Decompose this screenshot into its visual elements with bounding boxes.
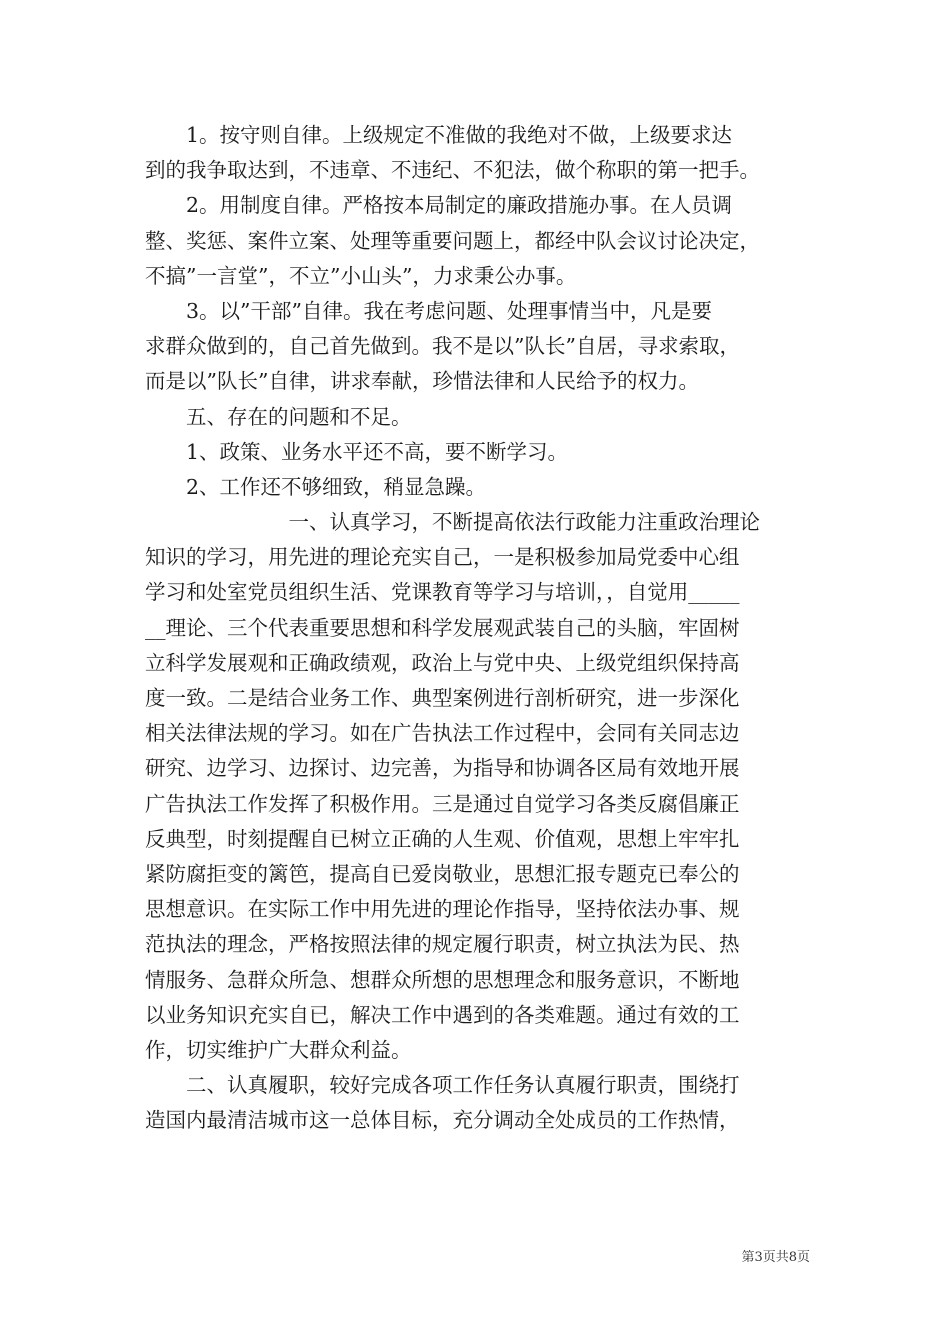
text-line: 到的我争取达到，不违章、不违纪、不犯法，做个称职的第一把手。 <box>145 158 760 183</box>
text-line: 以业务知识充实自已，解决工作中遇到的各类难题。通过有效的工 <box>145 1002 740 1027</box>
text-line: 3。以”干部”自律。我在考虑问题、处理事情当中，凡是要 <box>145 298 713 323</box>
text-line: 范执法的理念，严格按照法律的规定履行职责，树立执法为民、热 <box>145 932 740 957</box>
text-line: 造国内最清洁城市这一总体目标，充分调动全处成员的工作热情， <box>145 1108 740 1133</box>
text-line: 相关法律法规的学习。如在广告执法工作过程中，会同有关同志边 <box>145 721 740 746</box>
text-line: 紧防腐拒变的篱笆，提高自已爱岗敬业，思想汇报专题克已奉公的 <box>145 861 740 886</box>
text-line: 度一致。二是结合业务工作、典型案例进行剖析研究，进一步深化 <box>145 686 740 710</box>
text-line: 反典型，时刻提醒自已树立正确的人生观、价值观，思想上牢牢扎 <box>145 826 740 851</box>
document-body <box>145 118 805 1138</box>
page-number: 第3页共8页 <box>741 1250 810 1265</box>
text-line: 不搞”一言堂”，不立”小山头”，力求秉公办事。 <box>145 263 577 288</box>
text-line: 广告执法工作发挥了积极作用。三是通过自觉学习各类反腐倡廉正 <box>145 791 740 816</box>
text-line: 立科学发展观和正确政绩观，政治上与党中央、上级党组织保持高 <box>145 650 740 675</box>
text-line: __理论、三个代表重要思想和科学发展观武装自己的头脑，牢固树 <box>145 615 740 640</box>
text-line: 而是以”队长”自律，讲求奉献，珍惜法律和人民给予的权力。 <box>145 369 699 394</box>
text-line: 作，切实维护广大群众利益。 <box>145 1037 412 1062</box>
text-line: 一、认真学习，不断提高依法行政能力注重政治理论 <box>145 510 760 535</box>
text-line: 知识的学习，用先进的理论充实自己，一是积极参加局党委中心组 <box>145 545 740 570</box>
text-line: 求群众做到的，自己首先做到。我不是以”队长”自居，寻求索取， <box>145 334 740 359</box>
text-line: 情服务、急群众所急、想群众所想的思想理念和服务意识，不断地 <box>145 967 740 992</box>
text-line: 1。按守则自律。上级规定不准做的我绝对不做，上级要求达 <box>145 123 733 147</box>
text-line: 学习和处室党员组织生活、党课教育等学习与培训，，自觉用_____ <box>145 580 740 605</box>
text-line: 1、政策、业务水平还不高，要不断学习。 <box>145 439 569 464</box>
section-heading: 五、存在的问题和不足。 <box>145 404 412 429</box>
text-line: 2。用制度自律。严格按本局制定的廉政措施办事。在人员调 <box>145 193 733 218</box>
text-line: 二、认真履职，较好完成各项工作任务认真履行职责，围绕打 <box>145 1073 740 1098</box>
text-line: 整、奖惩、案件立案、处理等重要问题上，都经中队会议讨论决定， <box>145 228 760 253</box>
text-line: 思想意识。在实际工作中用先进的理论作指导，坚持依法办事、规 <box>145 897 740 922</box>
text-line: 2、工作还不够细致，稍显急躁。 <box>145 474 487 499</box>
text-line: 研究、边学习、边探讨、边完善，为指导和协调各区局有效地开展 <box>145 756 740 781</box>
